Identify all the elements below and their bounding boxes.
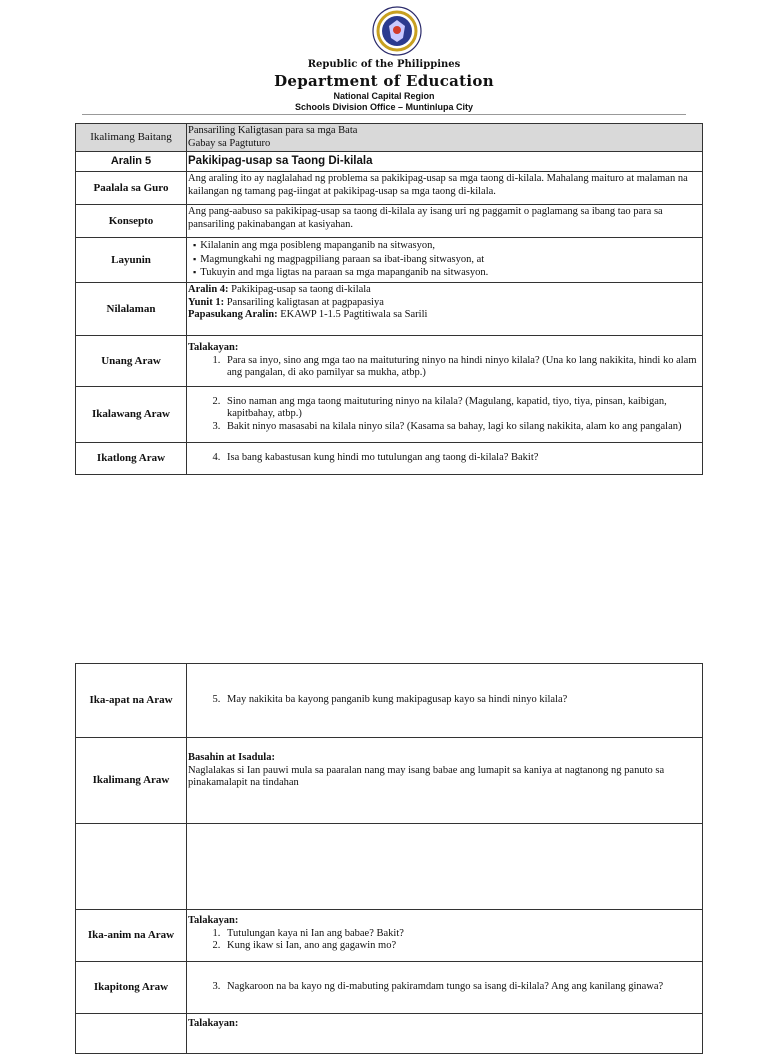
konsepto-text: Ang pang-aabuso sa pakikipag-usap sa taong di-kilala ay isang uri ng paggamit o paglamang sa ibang tao para sa pansariling pakinabangan at kasiyahan. [187,205,703,238]
day2-cell [187,387,703,443]
nilalaman-papasukang [188,309,701,322]
nilalaman-value: Pansariling kaligtasan at pagpapasiya [224,296,384,308]
day8-heading [188,1018,701,1031]
day1-questions [188,355,701,380]
day6-heading [188,915,701,928]
day7-questions [188,981,701,994]
day1-heading [188,342,701,355]
day6-label: Ika-anim na Araw [76,910,187,962]
day4-questions [188,694,701,707]
day8-cell [187,1014,703,1054]
table-row [76,172,703,205]
nilalaman-label: Nilalaman [76,283,187,336]
subject-line-2: Gabay sa Pagtuturo [188,137,271,149]
lesson-label: Aralin 5 [76,152,187,172]
list-item: 5. May nakikita ba kayong panganib kung makipagusap kayo sa hindi ninyo kilala? [223,694,701,707]
empty-label-cell [76,824,187,910]
day1-cell [187,336,703,387]
day4-label: Ika-apat na Araw [76,664,187,738]
list-item: 1. Para sa inyo, sino ang mga tao na maituturing ninyo na hindi ninyo kilala? (Una ko lang nakikita, hindi ko alam ang pangalan, di ako pamilyar sa mukha, atbp.) [223,355,701,380]
day7-cell [187,962,703,1014]
table-row [76,910,703,962]
table-row [76,238,703,283]
list-item: ▪ Magmungkahi ng magpagpiliang paraan sa ibat-ibang sitwasyon, at [193,253,701,267]
table-row [76,664,703,738]
heading-text: Basahin at Isadula: [188,752,275,763]
lesson-title: Pakikipag-usap sa Taong Di-kilala [187,152,703,172]
day7-label: Ikapitong Araw [76,962,187,1014]
day3-cell [187,443,703,475]
grade-label: Ikalimang Baitang [76,124,187,152]
layunin-cell [187,238,703,283]
nilalaman-key: Yunit 1: [188,296,225,308]
table-row [76,283,703,336]
day3-label: Ikatlong Araw [76,443,187,475]
table-row [76,962,703,1014]
nilalaman-value: Pakikipag-usap sa taong di-kilala [228,284,371,295]
lesson-plan-table-1 [75,123,703,475]
table-row [76,205,703,238]
list-item: 3. Bakit ninyo masasabi na kilala ninyo sila? (Kasama sa bahay, lagi ko silang nakikita, alam ko ang pangalan) [223,421,701,434]
day2-questions [188,396,701,434]
day4-cell [187,664,703,738]
nilalaman-value: EKAWP 1-1.5 Pagtitiwala sa Sarili [277,309,428,320]
list-item: 2. Sino naman ang mga taong maituturing ninyo na kilala? (Magulang, kapatid, tiyo, tiya, pinsan, kaibigan, kapitbahay, atbp.) [223,396,701,421]
day8-label-cell [76,1014,187,1054]
nilalaman-yunit [188,297,701,310]
day2-label: Ikalawang Araw [76,387,187,443]
table-row [76,336,703,387]
table-row [76,738,703,824]
list-item: ▪ Tukuyin and mga ligtas na paraan sa mga mapanganib na sitwasyon. [193,266,701,280]
table-row [76,124,703,152]
header-divider [82,114,686,115]
day6-questions [188,928,701,953]
nilalaman-key: Aralin 4: [188,284,229,295]
table-row [76,443,703,475]
list-item: 4. Isa bang kabastusan kung hindi mo tutulungan ang taong di-kilala? Bakit? [223,452,701,465]
list-item: ▪ Kilalanin ang mga posibleng mapanganib na sitwasyon, [193,239,701,253]
paalala-text: Ang araling ito ay naglalahad ng problema sa pakikipag-usap sa mga taong di-kilala. Mahalang maituro at malaman na kailangan ng tamang pag-iingat at pakikipag-usap sa mga taong di-kilala. [187,172,703,205]
nilalaman-key: Papasukang Aralin: [188,309,278,320]
lesson-plan-table-2 [75,663,703,1054]
day5-cell [187,738,703,824]
deped-seal-logo [372,6,422,56]
list-item: 1. Tutulungan kaya ni Ian ang babae? Bakit? [223,928,701,941]
layunin-list [188,239,701,280]
heading-text: Talakayan: [188,342,239,353]
division-line: Schools Division Office – Muntinlupa City [294,102,474,112]
paalala-label: Paalala sa Guro [76,172,187,205]
day5-text: Naglalakas si Ian pauwi mula sa paaralan nang may isang babae ang lumapit sa kaniya at nagtanong ng panuto sa pinakamalapit na tindahan [188,764,665,788]
heading-text: Talakayan: [188,1018,239,1029]
department-title: Department of Education [274,72,494,90]
subject-line-1: Pansariling Kaligtasan para sa mga Bata [188,125,358,136]
empty-content-cell [187,824,703,910]
day6-cell [187,910,703,962]
layunin-label: Layunin [76,238,187,283]
table-row [76,1014,703,1054]
republic-line: Republic of the Philippines [307,59,461,70]
region-line: National Capital Region [333,91,435,101]
heading-text: Talakayan: [188,915,239,926]
table-row [76,152,703,172]
day5-label: Ikalimang Araw [76,738,187,824]
list-item: 2. Kung ikaw si Ian, ano ang gagawin mo? [223,940,701,953]
day1-label: Unang Araw [76,336,187,387]
list-item: 3. Nagkaroon na ba kayo ng di-mabuting pakiramdam tungo sa isang di-kilala? Ang ang kanilang ginawa? [223,981,701,994]
day5-heading [188,752,701,765]
nilalaman-cell [187,283,703,336]
table-row [76,387,703,443]
konsepto-label: Konsepto [76,205,187,238]
nilalaman-aralin [188,284,701,297]
day3-questions [188,452,701,465]
subject-cell [187,124,703,152]
table-row [76,824,703,910]
